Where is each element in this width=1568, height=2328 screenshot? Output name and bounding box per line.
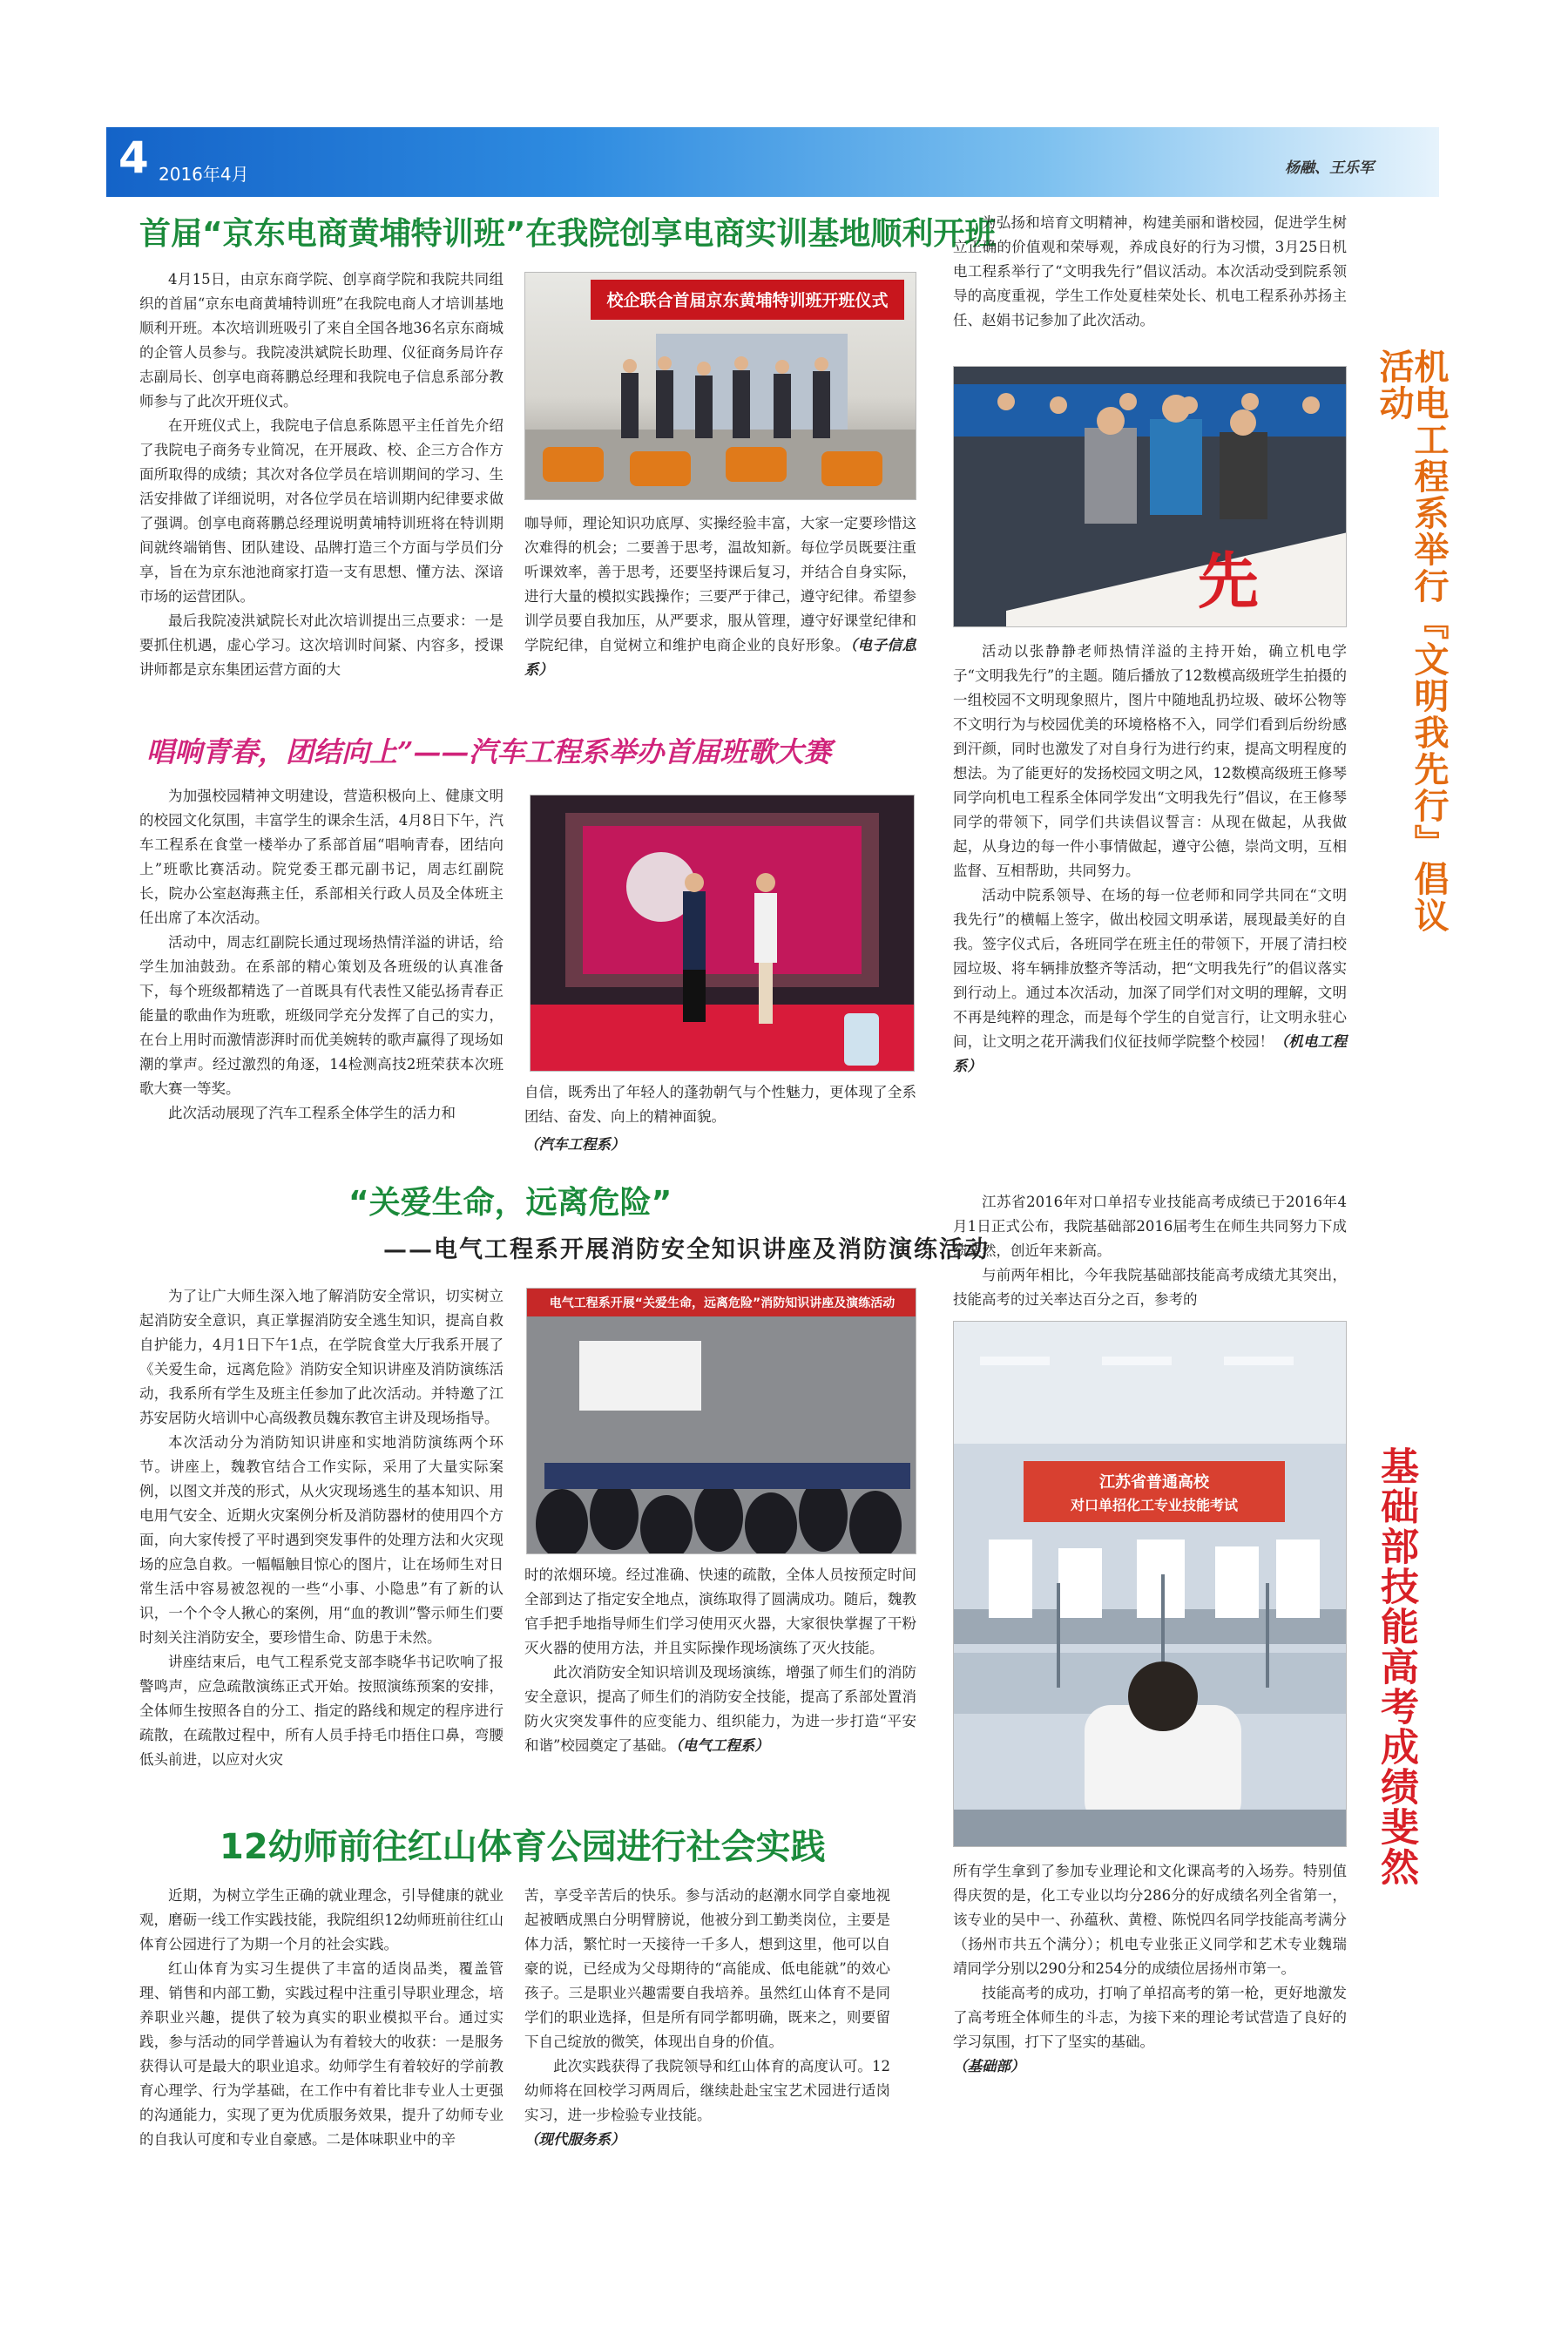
article4-title: 12幼师前往红山体育公园进行社会实践 [220, 1827, 826, 1867]
fire-safety-lecture-image [527, 1289, 916, 1554]
article1-para1: 4月15日，由京东商学院、创享商学院和我院共同组织的首届“京东电商黄埔特训班”在我院电商人才培训基地顺利开班。本次培训班吸引了来自全国各地36名京东商城的企管人员参与。我院凌洪斌院长助理、仪征商务局许存志副局长、创享电商蒋鹏总经理和我院电子信息系部分教师参与了此次开班仪式。 [139, 271, 504, 409]
article1-para2: 在开班仪式上，我院电子信息系陈恩平主任首先介绍了我院电子商务专业简况，在开展政、校、企三方合作方面所取得的成绩；其次对各位学员在培训期间的学习、生活安排做了详细说明，对各位学员在培训期内纪律要求做了强调。创享电商蒋鹏总经理说明黄埔特训班将在特训期间就终端销售、团队建设、品牌打造三个方面与学员们分享，旨在为京东池池商家打造一支有思想、懂方法、深谙市场的运营团队。 [139, 417, 504, 605]
banner-signing-image [954, 367, 1347, 627]
article1-body-left [139, 267, 504, 682]
article3-title: “关爱生命，远离危险” [348, 1185, 672, 1221]
article2-body-left [139, 784, 504, 1126]
issue-date: 2016年4月 [159, 164, 249, 185]
article3-body-left [139, 1284, 504, 1772]
articleB1-body-bottom [953, 640, 1347, 1079]
article2-para1: 为加强校园精神文明建设，营造积极向上、健康文明的校园文化氛围，丰富学生的课余生活，4月8日下午，汽车工程系在食堂一楼举办了系部首届“唱响青春，团结向上”班歌比赛活动。院党委王郡元副书记，周志红副院长，院办公室赵海燕主任，系部相关行政人员及全体班主任出席了本次活动。 [139, 788, 504, 926]
articleB2-para1: 江苏省2016年对口单招专业技能高考成绩已于2016年4月1日正式公布，我院基础部2016届考生在师生共同努力下成绩斐然，创近年来新高。 [953, 1194, 1347, 1259]
article1-title: 首届“京东电商黄埔特训班”在我院创享电商实训基地顺利开班 [139, 216, 997, 252]
singing-contest-image [531, 795, 915, 1072]
article2-para2: 活动中，周志红副院长通过现场热情洋溢的讲话，给学生加油鼓劲。在系部的精心策划及各班级的认真准备下，每个班级都精选了一首既具有代表性又能弘扬青春正能量的歌曲作为班歌，班级同学充分发挥了自己的实力，在台上用时而激情澎湃时而优美婉转的歌声赢得了现场如潮的掌声。经过激烈的角逐，14检测高技2班荣获本次班歌大赛一等奖。 [139, 934, 504, 1097]
article3-para5: 此次消防安全知识培训及现场演练，增强了师生们的消防安全意识，提高了师生们的消防安全技能，提高了系部处置消防火灾突发事件的应变能力、组织能力，为进一步打造“平安和谐”校园奠定了基础。（电气工程系） [524, 1664, 916, 1754]
articleB1-vertical-title: 机电工程系举行『文明我先行』倡议活动 [1374, 349, 1449, 934]
article2-photo [530, 795, 915, 1072]
article1-para3: 最后我院凌洪斌院长对此次培训提出三点要求：一是要抓住机遇，虚心学习。这次培训时间紧、内容多，授课讲师都是京东集团运营方面的大 [139, 612, 504, 678]
articleB2-photo [953, 1321, 1347, 1847]
articleB2-photo-banner-line1: 江苏省普通高校 [1099, 1473, 1209, 1492]
articleB1-para2: 活动以张静静老师热情洋溢的主持开始，确立机电学子“文明我先行”的主题。随后播放了12数模高级班学生拍摄的一组校园不文明现象照片，图片中随地乱扔垃圾、破坏公物等不文明行为与校园优美的环境格格不入，同学们看到后纷纷感到汗颜，同时也激发了对自身行为进行约束，提高文明程度的想法。为了能更好的发扬校园文明之风，12数模高级班王修琴同学向机电工程系全体同学发出“文明我先行”倡议，在王修琴同学的带领下，同学们共读倡议誓言：从现在做起，从我做起，从身边的每一件小事情做起，遵守公德，崇尚文明，互相监督、互相帮助，共同努力。 [953, 643, 1347, 879]
article3-para2: 本次活动分为消防知识讲座和实地消防演练两个环节。讲座上，魏教官结合工作实际，采用了大量实际案例，以图文并茂的形式，从火灾现场逃生的基本知识、用电用气安全、近期火灾案例分析及消防器材的使用四个方面，向大家传授了平时遇到突发事件的处理方法和火灾现场的应急自救。一幅幅触目惊心的图片，让在场师生对日常生活中容易被忽视的一些“小事、小隐患”有了新的认识，一个个令人揪心的案例，用“血的教训”警示师生们要时刻关注消防安全，要珍惜生命、防患于未然。 [139, 1434, 504, 1646]
articleB2-source: （基础部） [953, 2058, 1025, 2074]
article4-para1: 近期，为树立学生正确的就业理念，引导健康的就业观，磨砺一线工作实践技能，我院组织12幼师班前往红山体育公园进行了为期一个月的社会实践。 [139, 1887, 504, 1952]
article3-source: （电气工程系） [675, 1737, 769, 1754]
articleB2-photo-banner-line2: 对口单招化工专业技能考试 [1070, 1497, 1238, 1513]
articleB2-para4: 技能高考的成功，打响了单招高考的第一枪，更好地激发了高考班全体师生的斗志，为接下来的理论考试营造了良好的学习氛围，打下了坚实的基础。 [953, 1985, 1347, 2050]
article1-source: （电子信息系） [524, 637, 917, 678]
article2-para4: 自信，既秀出了年轻人的蓬勃朝气与个性魅力，更体现了全系团结、奋发、向上的精神面貌。 [524, 1084, 916, 1125]
article3-para3: 讲座结束后，电气工程系党支部李晓华书记吹响了报警鸣声，应急疏散演练正式开始。按照演练预案的安排，全体师生按照各自的分工、指定的路线和规定的程序进行疏散，在疏散过程中，所有人员手持毛巾捂住口鼻，弯腰低头前进，以应对火灾 [139, 1654, 504, 1768]
article4-body-left [139, 1884, 504, 2152]
articleB2-body-bottom [953, 1859, 1347, 2079]
article4-source: （现代服务系） [524, 2131, 625, 2148]
page-header [106, 127, 1439, 197]
article4-para4: 此次实践获得了我院领导和红山体育的高度认可。12幼师将在回校学习两周后，继续赴赴宝宝艺术园进行适岗实习，进一步检验专业技能。 [524, 2058, 890, 2123]
svg-text:先: 先 [1198, 545, 1259, 617]
articleB1-source: （机电工程系） [953, 1033, 1347, 1074]
article2-body-right [524, 1080, 916, 1129]
articleB2-para3: 所有学生拿到了参加专业理论和文化课高考的入场券。特别值得庆贺的是，化工专业以均分286分的好成绩名列全省第一，该专业的吴中一、孙蕴秋、黄橙、陈悦四名同学技能高考满分（扬州市共五个满分）；机电专业张正义同学和艺术专业魏瑞靖同学分别以290分和254分的成绩位居扬州市第一。 [953, 1863, 1347, 1977]
articleB1-body-top [953, 211, 1347, 333]
article3-photo-banner: 电气工程系开展“关爱生命，远离危险”消防知识讲座及演练活动 [549, 1296, 896, 1310]
article4-para3: 苦，享受辛苦后的快乐。参与活动的赵潮水同学自豪地视起被晒成黑白分明臂膀说，他被分到工勤类岗位，主要是体力活，繁忙时一天接待一千多人，想到这里，他可以自豪的说，已经成为父母期待的“高能成、低电能就”的效心孩子。三是职业兴趣需要自我培养。虽然红山体育不是同学们的职业选择，但是所有同学都明确，既来之，则要留下自己绽放的微笑，体现出自身的价值。 [524, 1887, 890, 2050]
article1-para4: 咖导师，理论知识功底厚、实操经验丰富，大家一定要珍惜这次难得的机会；二要善于思考，温故知新。每位学员既要注重听课效率，善于思考，还要坚持课后复习，并结合自身实际，进行大量的模拟实践操作；三要严于律己，遵守纪律。希望参训学员要自我加压，从严要求，服从管理，遵守好课堂纪律和学院纪律，自觉树立和维护电商企业的良好形象。（电子信息系） [524, 515, 917, 678]
article2-title: 唱响青春，团结向上”——汽车工程系举办首届班歌大赛 [146, 735, 832, 768]
editors: 杨融、王乐军 [1285, 159, 1374, 177]
article3-photo [526, 1288, 916, 1554]
article2-source: （汽车工程系） [524, 1136, 625, 1153]
article1-photo [524, 272, 916, 500]
article4-body-right [524, 1884, 890, 2152]
article3-subtitle: ——电气工程系开展消防安全知识讲座及消防演练活动 [383, 1236, 990, 1263]
article1-photo-banner: 校企联合首届京东黄埔特训班开班仪式 [606, 291, 889, 310]
articleB1-para1: 为弘扬和培育文明精神，构建美丽和谐校园，促进学生树立正确的价值观和荣辱观，养成良好的行为习惯，3月25日机电工程系举行了“文明我先行”倡议活动。本次活动受到院系领导的高度重视，学生工作处夏桂荣处长、机电工程系孙苏扬主任、赵娟书记参加了此次活动。 [953, 214, 1347, 328]
articleB1-para3: 活动中院系领导、在场的每一位老师和同学共同在“文明我先行”的横幅上签字，做出校园文明承诺，展现最美好的自我。签字仪式后，各班同学在班主任的带领下，开展了清扫校园垃圾、将车辆排放整齐等活动，把“文明我先行”的倡议落实到行动上。通过本次活动，加深了同学们对文明的理解，文明不再是纯粹的理念，而是每个学生的自觉言行，让文明永驻心间，让文明之花开满我们仪征技师学院整个校园！（机电工程系） [953, 887, 1347, 1074]
article1-body-right [524, 511, 916, 682]
article3-para4: 时的浓烟环境。经过准确、快速的疏散，全体人员按预定时间全部到达了指定安全地点，演练取得了圆满成功。随后，魏教官手把手地指导师生们学习使用灭火器，大家很快掌握了干粉灭火器的使用方法，并且实际操作现场演练了灭火技能。 [524, 1567, 916, 1656]
article2-para3: 此次活动展现了汽车工程系全体学生的活力和 [168, 1105, 456, 1121]
chemistry-lab-image [954, 1322, 1347, 1847]
articleB2-para2: 与前两年相比，今年我院基础部技能高考成绩尤其突出，技能高考的过关率达百分之百，参考的 [953, 1267, 1347, 1308]
article4-para2: 红山体育为实习生提供了丰富的适岗品类，覆盖管理、销售和内部工勤，实践过程中注重引导职业理念，培养职业兴趣，提供了较为真实的职业模拟平台。通过实践，参与活动的同学普遍认为有着较大的收获：一是服务获得认可是最大的职业追求。幼师学生有着较好的学前教育心理学、行为学基础，在工作中有着比非专业人士更强的沟通能力，实现了更为优质服务效果，提升了幼师专业的自我认可度和专业自豪感。二是体味职业中的辛 [139, 1960, 504, 2148]
articleB2-body-top [953, 1190, 1347, 1312]
articleB2-vertical-title: 基础部技能高考成绩斐然 [1374, 1446, 1418, 1887]
article3-para1: 为了让广大师生深入地了解消防安全常识，切实树立起消防安全意识，真正掌握消防安全逃生知识，提高自救自护能力，4月1日下午1点，在学院食堂大厅我系开展了《关爱生命，远离危险》消防安全知识讲座及消防演练活动，我系所有学生及班主任参加了此次活动。并特邀了江苏安居防火培训中心高级教员魏东教官主讲及现场指导。 [139, 1288, 504, 1426]
articleB1-photo [953, 366, 1347, 627]
page-number: 4 [118, 132, 149, 183]
article3-body-right [524, 1563, 916, 1758]
